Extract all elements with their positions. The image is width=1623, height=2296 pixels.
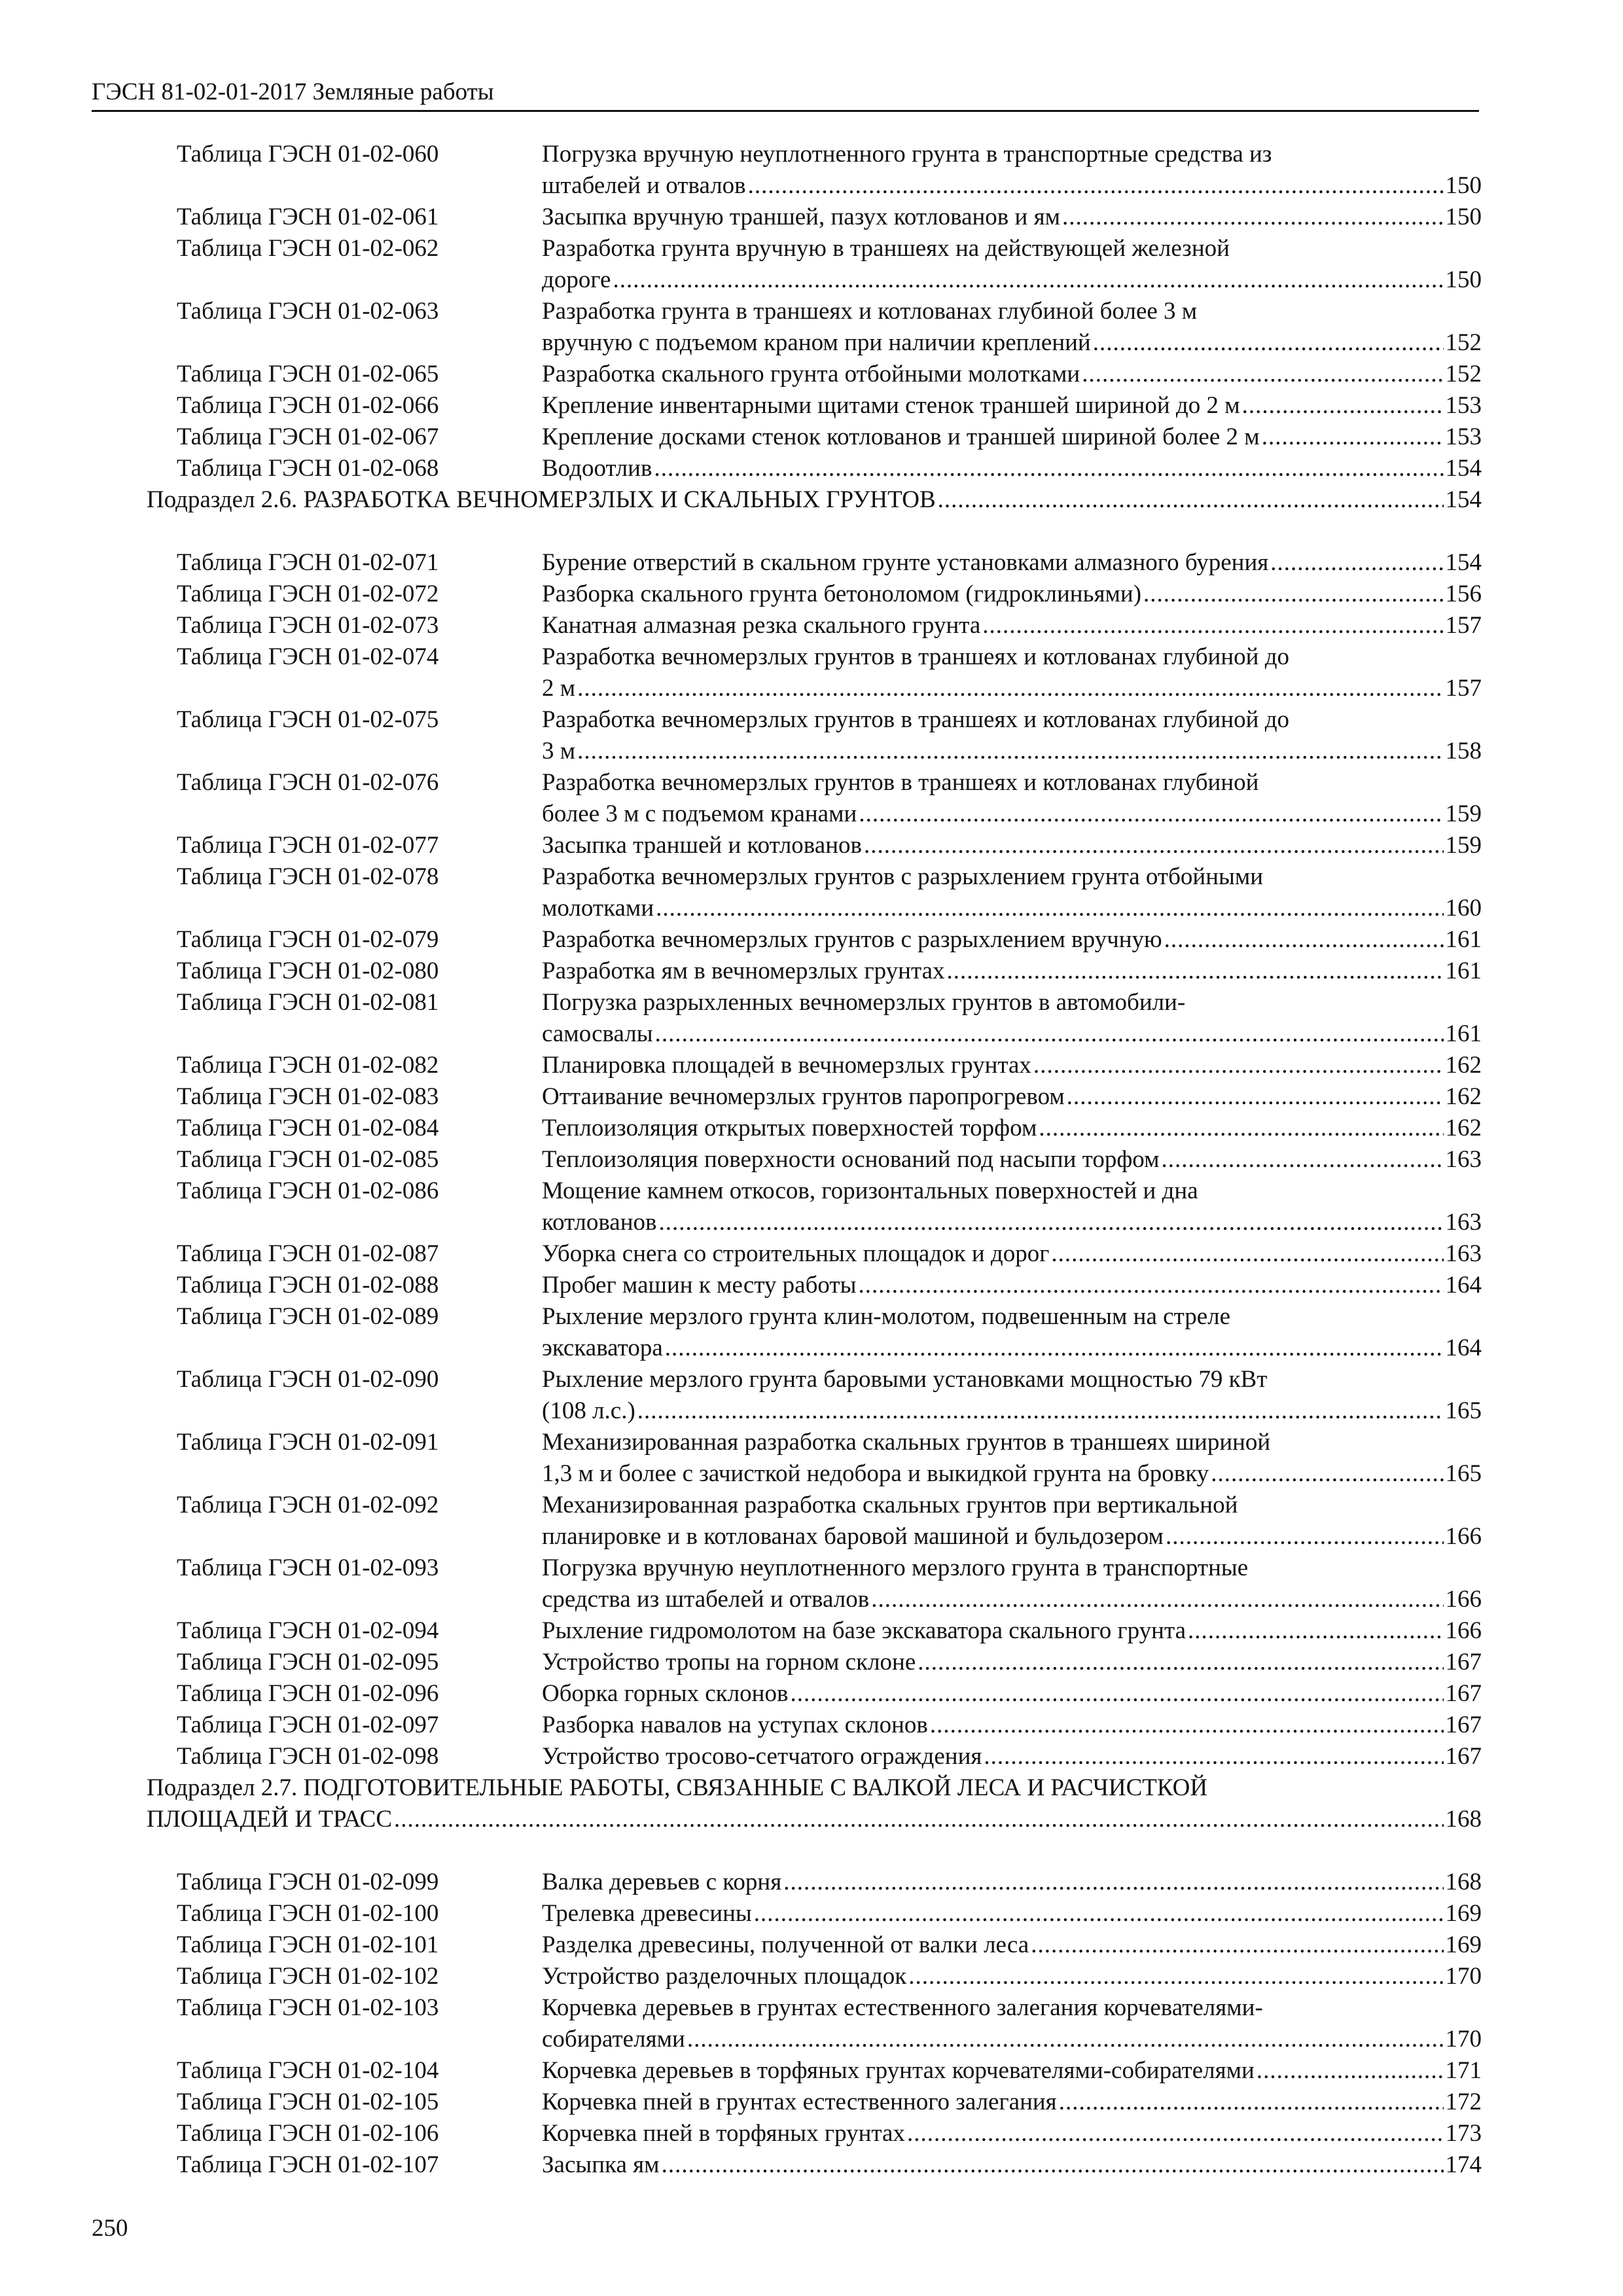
dot-leader [1262,422,1444,453]
toc-table-code: Таблица ГЭСН 01-02-082 [177,1052,439,1079]
toc-table-code: Таблица ГЭСН 01-02-091 [177,1429,439,1456]
dot-leader [984,1741,1443,1772]
toc-page-number: 162 [1445,1115,1482,1141]
dot-leader [577,673,1443,704]
toc-entry-title: более 3 м с подъемом кранами [542,800,857,827]
dot-leader [659,1207,1444,1238]
toc-table-entry[interactable] [147,453,1482,484]
toc-table-entry[interactable] [147,1238,1482,1270]
toc-table-entry[interactable] [147,1175,1482,1238]
toc-table-entry[interactable] [147,1364,1482,1427]
toc-table-code: Таблица ГЭСН 01-02-099 [177,1869,439,1895]
toc-entry-title: Подраздел 2.7. ПОДГОТОВИТЕЛЬНЫЕ РАБОТЫ, СВЯЗАННЫЕ С ВАЛКОЙ ЛЕСА И РАСЧИСТКОЙ [147,1774,1208,1801]
dot-leader [748,170,1444,202]
toc-table-entry[interactable] [147,233,1482,296]
dot-leader [1143,579,1443,610]
dot-leader [1051,1238,1443,1270]
dot-leader [1257,2055,1444,2087]
toc-table-code: Таблица ГЭСН 01-02-081 [177,989,439,1016]
toc-entry-title: Разработка вечномерзлых грунтов в траншеях и котлованах глубиной [542,769,1259,796]
toc-table-entry[interactable] [147,987,1482,1050]
toc-entry-title: собирателями [542,2026,685,2053]
toc-table-code: Таблица ГЭСН 01-02-086 [177,1177,439,1204]
toc-table-code: Таблица ГЭСН 01-02-085 [177,1146,439,1173]
toc-table-entry[interactable] [147,924,1482,956]
toc-table-entry[interactable] [147,767,1482,830]
toc-table-code: Таблица ГЭСН 01-02-078 [177,863,439,890]
toc-page-number: 163 [1445,1146,1482,1173]
toc-entry-title: Разработка грунта в траншеях и котлованах глубиной более 3 м [542,298,1198,325]
dot-leader [790,1678,1443,1710]
dot-leader [783,1867,1443,1898]
toc-table-entry[interactable] [147,2118,1482,2149]
toc-entry-title: Крепление инвентарными щитами стенок траншей шириной до 2 м [542,392,1240,419]
toc-page-number: 150 [1445,172,1482,199]
toc-table-code: Таблица ГЭСН 01-02-105 [177,2089,439,2115]
toc-entry-title: Устройство разделочных площадок [542,1963,907,1990]
toc-page-number: 154 [1445,549,1482,576]
toc-table-entry[interactable] [147,139,1482,202]
toc-table-entry[interactable] [147,1961,1482,1992]
toc-table-code: Таблица ГЭСН 01-02-100 [177,1900,439,1927]
toc-subsection-entry[interactable] [147,484,1482,516]
toc-table-code: Таблица ГЭСН 01-02-102 [177,1963,439,1990]
dot-leader [1211,1458,1443,1490]
toc-entry-title: Разработка вечномерзлых грунтов с разрыхлением вручную [542,926,1162,953]
toc-table-entry[interactable] [147,1427,1482,1490]
toc-entry-title: Корчевка деревьев в торфяных грунтах корчевателями-собирателями [542,2057,1255,2084]
toc-table-code: Таблица ГЭСН 01-02-107 [177,2151,439,2178]
dot-leader [864,830,1444,861]
toc-entry-title: молотками [542,895,654,922]
toc-entry-title: Мощение камнем откосов, горизонтальных поверхностей и дна [542,1177,1198,1204]
toc-entry-title: Разработка вечномерзлых грунтов с разрыхлением грунта отбойными [542,863,1264,890]
toc-entry-title: Корчевка пней в торфяных грунтах [542,2120,905,2147]
section-spacer [147,1835,1482,1867]
toc-entry-title: Канатная алмазная резка скального грунта [542,612,981,639]
toc-table-entry[interactable] [147,641,1482,704]
toc-page-number: 166 [1445,1523,1482,1550]
toc-table-code: Таблица ГЭСН 01-02-063 [177,298,439,325]
dot-leader [1067,1081,1444,1113]
dot-leader [930,1710,1444,1741]
toc-table-entry[interactable] [147,704,1482,767]
toc-table-entry[interactable] [147,861,1482,924]
table-of-contents [147,139,1482,2181]
toc-entry-title: Разработка грунта вручную в траншеях на действующей железной [542,235,1230,262]
toc-table-entry[interactable] [147,956,1482,987]
toc-page-number: 153 [1445,392,1482,419]
dot-leader [1082,359,1443,390]
section-spacer [147,516,1482,547]
toc-entry-title: Засыпка ям [542,2151,660,2178]
toc-entry-title: самосвалы [542,1020,653,1047]
dot-leader [947,956,1444,987]
toc-page-number: 174 [1445,2151,1482,2178]
toc-table-code: Таблица ГЭСН 01-02-072 [177,581,439,607]
toc-page-number: 154 [1445,455,1482,482]
toc-table-entry[interactable] [147,1678,1482,1710]
toc-table-entry[interactable] [147,1113,1482,1144]
toc-page-number: 168 [1445,1869,1482,1895]
toc-page-number: 164 [1445,1335,1482,1361]
toc-entry-title: ПЛОЩАДЕЙ И ТРАСС [147,1806,393,1833]
toc-entry-title: Засыпка вручную траншей, пазух котлованов и ям [542,204,1061,230]
toc-table-code: Таблица ГЭСН 01-02-062 [177,235,439,262]
toc-page-number: 161 [1445,926,1482,953]
toc-entry-title: Разделка древесины, полученной от валки леса [542,1931,1029,1958]
dot-leader [1242,390,1444,422]
dot-leader [1270,547,1443,579]
toc-entry-title: Валка деревьев с корня [542,1869,782,1895]
page-header-title: ГЭСН 81-02-01-2017 Земляные работы [92,77,1479,112]
toc-page-number: 162 [1445,1083,1482,1110]
toc-table-code: Таблица ГЭСН 01-02-084 [177,1115,439,1141]
toc-page-number: 152 [1445,329,1482,356]
toc-table-entry[interactable] [147,1144,1482,1175]
toc-table-code: Таблица ГЭСН 01-02-083 [177,1083,439,1110]
toc-table-code: Таблица ГЭСН 01-02-068 [177,455,439,482]
toc-page-number: 166 [1445,1617,1482,1644]
toc-page-number: 162 [1445,1052,1482,1079]
toc-page-number: 167 [1445,1743,1482,1770]
toc-table-code: Таблица ГЭСН 01-02-092 [177,1492,439,1518]
toc-table-entry[interactable] [147,1490,1482,1552]
toc-table-code: Таблица ГЭСН 01-02-098 [177,1743,439,1770]
toc-page-number: 157 [1445,675,1482,702]
page-number: 250 [92,2215,128,2242]
toc-table-entry[interactable] [147,1552,1482,1615]
toc-page-number: 159 [1445,832,1482,859]
dot-leader [1188,1615,1443,1647]
dot-leader [1031,1929,1443,1961]
toc-entry-title: Крепление досками стенок котлованов и траншей шириной более 2 м [542,423,1260,450]
dot-leader [858,1270,1443,1301]
dot-leader [662,2149,1444,2181]
toc-entry-title: Корчевка деревьев в грунтах естественного залегания корчевателями- [542,1994,1263,2021]
toc-subsection-entry[interactable] [147,1772,1482,1835]
toc-entry-title: Механизированная разработка скальных грунтов при вертикальной [542,1492,1238,1518]
toc-entry-title: Разработка ям в вечномерзлых грунтах [542,958,945,984]
toc-page-number: 167 [1445,1712,1482,1738]
toc-table-entry[interactable] [147,422,1482,453]
toc-page-number: 159 [1445,800,1482,827]
toc-page-number: 165 [1445,1460,1482,1487]
toc-entry-title: Устройство тропы на горном склоне [542,1649,916,1676]
toc-entry-title: Теплоизоляция открытых поверхностей торфом [542,1115,1037,1141]
toc-entry-title: Подраздел 2.6. РАЗРАБОТКА ВЕЧНОМЕРЗЛЫХ И СКАЛЬНЫХ ГРУНТОВ [147,486,936,513]
toc-page-number: 163 [1445,1209,1482,1236]
toc-entry-title: Разработка вечномерзлых грунтов в траншеях и котлованах глубиной до [542,643,1290,670]
toc-table-code: Таблица ГЭСН 01-02-065 [177,361,439,387]
toc-table-code: Таблица ГЭСН 01-02-094 [177,1617,439,1644]
toc-entry-title: 1,3 м и более с зачисткой недобора и выкидкой грунта на бровку [542,1460,1209,1487]
toc-page-number: 170 [1445,1963,1482,1990]
toc-entry-title: Оборка горных склонов [542,1680,789,1707]
toc-table-entry[interactable] [147,202,1482,233]
toc-table-code: Таблица ГЭСН 01-02-077 [177,832,439,859]
dot-leader [394,1804,1443,1835]
toc-entry-title: Теплоизоляция поверхности оснований под насыпи торфом [542,1146,1160,1173]
dot-leader [613,264,1443,296]
toc-page-number: 166 [1445,1586,1482,1613]
toc-page-number: 150 [1445,266,1482,293]
toc-table-code: Таблица ГЭСН 01-02-089 [177,1303,439,1330]
toc-page-number: 157 [1445,612,1482,639]
toc-table-code: Таблица ГЭСН 01-02-087 [177,1240,439,1267]
toc-table-entry[interactable] [147,1992,1482,2055]
toc-table-code: Таблица ГЭСН 01-02-097 [177,1712,439,1738]
toc-table-entry[interactable] [147,2087,1482,2118]
toc-table-entry[interactable] [147,1741,1482,1772]
toc-table-code: Таблица ГЭСН 01-02-073 [177,612,439,639]
dot-leader [754,1898,1444,1929]
dot-leader [982,610,1443,641]
dot-leader [1093,327,1444,359]
toc-entry-title: Устройство тросово-сетчатого ограждения [542,1743,982,1770]
dot-leader [1062,202,1443,233]
toc-page-number: 170 [1445,2026,1482,2053]
toc-table-entry[interactable] [147,1647,1482,1678]
toc-entry-title: планировке и в котлованах баровой машиной и бульдозером [542,1523,1164,1550]
dot-leader [1162,1144,1444,1175]
toc-page-number: 167 [1445,1649,1482,1676]
toc-table-entry[interactable] [147,2055,1482,2087]
toc-entry-title: Разборка скального грунта бетоноломом (гидроклиньями) [542,581,1142,607]
toc-page-number: 150 [1445,204,1482,230]
toc-entry-title: дороге [542,266,611,293]
toc-entry-title: Планировка площадей в вечномерзлых грунтах [542,1052,1031,1079]
toc-table-entry[interactable] [147,296,1482,359]
toc-entry-title: котлованов [542,1209,657,1236]
toc-table-entry[interactable] [147,1898,1482,1929]
toc-table-entry[interactable] [147,830,1482,861]
toc-table-code: Таблица ГЭСН 01-02-075 [177,706,439,733]
toc-table-code: Таблица ГЭСН 01-02-088 [177,1272,439,1299]
toc-entry-title: 2 м [542,675,576,702]
toc-table-code: Таблица ГЭСН 01-02-060 [177,141,439,168]
toc-entry-title: Корчевка пней в грунтах естественного залегания [542,2089,1057,2115]
toc-page-number: 173 [1445,2120,1482,2147]
toc-table-code: Таблица ГЭСН 01-02-096 [177,1680,439,1707]
toc-entry-title: (108 л.с.) [542,1397,635,1424]
toc-page-number: 161 [1445,958,1482,984]
toc-entry-title: средства из штабелей и отвалов [542,1586,870,1613]
toc-table-code: Таблица ГЭСН 01-02-067 [177,423,439,450]
dot-leader [908,1961,1443,1992]
toc-table-code: Таблица ГЭСН 01-02-101 [177,1931,439,1958]
toc-table-entry[interactable] [147,1867,1482,1898]
toc-table-entry[interactable] [147,1050,1482,1081]
toc-entry-title: Уборка снега со строительных площадок и дорог [542,1240,1050,1267]
toc-page-number: 172 [1445,2089,1482,2115]
toc-table-entry[interactable] [147,1081,1482,1113]
dot-leader [654,453,1443,484]
dot-leader [1039,1113,1443,1144]
toc-entry-title: Бурение отверстий в скальном грунте установками алмазного бурения [542,549,1269,576]
dot-leader [871,1584,1443,1615]
toc-page-number: 153 [1445,423,1482,450]
toc-table-entry[interactable] [147,1615,1482,1647]
toc-table-entry[interactable] [147,1270,1482,1301]
toc-page-number: 156 [1445,581,1482,607]
toc-page-number: 169 [1445,1931,1482,1958]
dot-leader [655,1018,1444,1050]
toc-page-number: 169 [1445,1900,1482,1927]
toc-table-entry[interactable] [147,610,1482,641]
toc-table-code: Таблица ГЭСН 01-02-093 [177,1554,439,1581]
toc-table-entry[interactable] [147,1710,1482,1741]
dot-leader [1166,1521,1444,1552]
toc-page-number: 152 [1445,361,1482,387]
toc-table-code: Таблица ГЭСН 01-02-095 [177,1649,439,1676]
toc-table-code: Таблица ГЭСН 01-02-076 [177,769,439,796]
toc-entry-title: экскаватора [542,1335,663,1361]
toc-entry-title: Погрузка вручную неуплотненного мерзлого грунта в транспортные [542,1554,1249,1581]
toc-entry-title: Трелевка древесины [542,1900,752,1927]
dot-leader [687,2024,1444,2055]
toc-table-entry[interactable] [147,2149,1482,2181]
toc-page-number: 161 [1445,1020,1482,1047]
toc-entry-title: Разборка навалов на уступах склонов [542,1712,928,1738]
toc-page-number: 164 [1445,1272,1482,1299]
toc-entry-title: Погрузка разрыхленных вечномерзлых грунтов в автомобили- [542,989,1186,1016]
toc-table-entry[interactable] [147,1301,1482,1364]
toc-entry-title: Засыпка траншей и котлованов [542,832,862,859]
dot-leader [665,1333,1444,1364]
toc-entry-title: Рыхление гидромолотом на базе экскаватора скального грунта [542,1617,1186,1644]
dot-leader [938,484,1444,516]
toc-page-number: 160 [1445,895,1482,922]
toc-table-code: Таблица ГЭСН 01-02-061 [177,204,439,230]
toc-entry-title: Оттаивание вечномерзлых грунтов паропрогревом [542,1083,1065,1110]
dot-leader [1033,1050,1444,1081]
toc-table-code: Таблица ГЭСН 01-02-074 [177,643,439,670]
dot-leader [656,893,1443,924]
toc-table-entry[interactable] [147,390,1482,422]
toc-entry-title: Рыхление мерзлого грунта баровыми установками мощностью 79 кВт [542,1366,1268,1393]
toc-page-number: 165 [1445,1397,1482,1424]
toc-entry-title: Пробег машин к месту работы [542,1272,857,1299]
dot-leader [637,1395,1444,1427]
toc-entry-title: Рыхление мерзлого грунта клин-молотом, подвешенным на стреле [542,1303,1231,1330]
toc-entry-title: 3 м [542,738,576,764]
toc-table-code: Таблица ГЭСН 01-02-103 [177,1994,439,2021]
toc-table-code: Таблица ГЭСН 01-02-104 [177,2057,439,2084]
toc-entry-title: Водоотлив [542,455,652,482]
toc-table-code: Таблица ГЭСН 01-02-071 [177,549,439,576]
toc-page-number: 167 [1445,1680,1482,1707]
toc-table-code: Таблица ГЭСН 01-02-079 [177,926,439,953]
toc-entry-title: Погрузка вручную неуплотненного грунта в транспортные средства из [542,141,1272,168]
dot-leader [577,736,1443,767]
toc-page-number: 171 [1445,2057,1482,2084]
toc-entry-title: Разработка вечномерзлых грунтов в траншеях и котлованах глубиной до [542,706,1290,733]
toc-entry-title: Механизированная разработка скальных грунтов в траншеях шириной [542,1429,1271,1456]
toc-table-code: Таблица ГЭСН 01-02-066 [177,392,439,419]
toc-page-number: 168 [1445,1806,1482,1833]
toc-table-entry[interactable] [147,1929,1482,1961]
toc-table-entry[interactable] [147,359,1482,390]
toc-table-code: Таблица ГЭСН 01-02-090 [177,1366,439,1393]
toc-table-entry[interactable] [147,547,1482,579]
toc-page-number: 163 [1445,1240,1482,1267]
toc-table-code: Таблица ГЭСН 01-02-080 [177,958,439,984]
toc-entry-title: Разработка скального грунта отбойными молотками [542,361,1080,387]
toc-page-number: 158 [1445,738,1482,764]
toc-entry-title: вручную с подъемом краном при наличии креплений [542,329,1091,356]
toc-table-entry[interactable] [147,579,1482,610]
toc-page-number: 154 [1445,486,1482,513]
dot-leader [859,798,1443,830]
toc-entry-title: штабелей и отвалов [542,172,746,199]
dot-leader [907,2118,1444,2149]
dot-leader [918,1647,1443,1678]
toc-table-code: Таблица ГЭСН 01-02-106 [177,2120,439,2147]
dot-leader [1164,924,1444,956]
dot-leader [1059,2087,1444,2118]
